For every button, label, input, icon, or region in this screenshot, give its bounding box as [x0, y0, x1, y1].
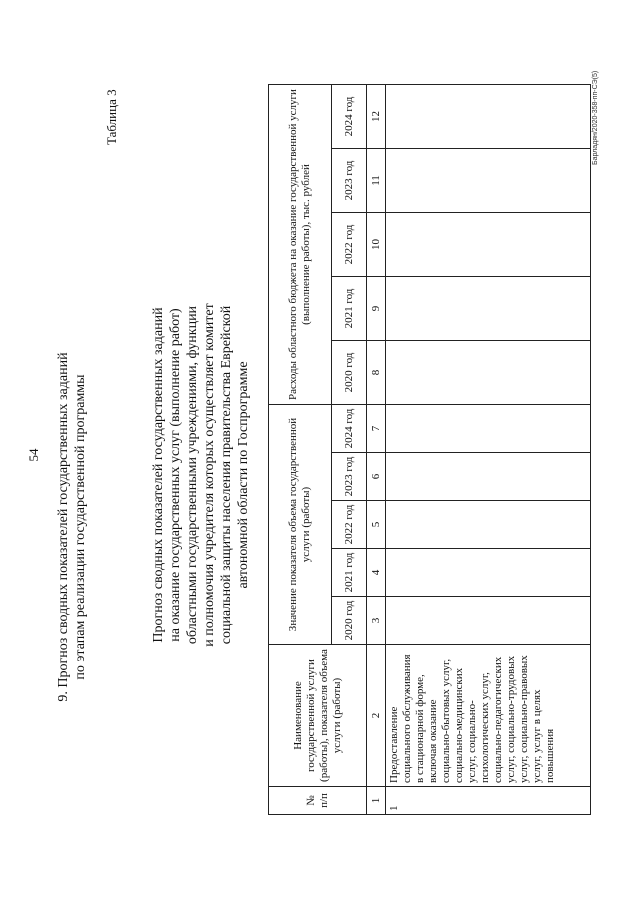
table-row: [386, 85, 591, 815]
header-volume: Значение показателя объема государственной услуги (работы): [269, 405, 332, 645]
expense-year: 2024 год: [332, 85, 367, 149]
main-title-line: и полномочия учредителя которых осуществляет комитет: [202, 303, 217, 647]
value-cell: [386, 149, 591, 213]
column-number: 5: [367, 501, 386, 549]
document-stamp: Барладян/2020-358-пп-СЭ(5): [592, 70, 599, 165]
expense-year: 2020 год: [332, 341, 367, 405]
table-label: Таблица 3: [104, 89, 119, 145]
value-cell: [386, 277, 591, 341]
value-cell: [386, 453, 591, 501]
expense-year: 2022 год: [332, 213, 367, 277]
expense-year: 2023 год: [332, 149, 367, 213]
volume-year: 2022 год: [332, 501, 367, 549]
value-cell: [386, 85, 591, 149]
column-number: 3: [367, 597, 386, 645]
service-name-cell: Предоставление социального обслуживания в стационарной форме, включая оказание социально-бытовых услуг, социально-медицинских услуг, социально-психологических услуг, социально-педагогических услуг, социально-трудовых услуг, социально-правовых услуг, услуг в целях повышения: [386, 645, 591, 787]
main-title-line: на оказание государственных услуг (выполнение работ): [168, 308, 183, 642]
main-title: [150, 165, 252, 785]
column-number: 12: [367, 85, 386, 149]
main-title-line: областными государственными учреждениями, функции: [185, 305, 200, 645]
column-number: 4: [367, 549, 386, 597]
header-number: № п/п: [269, 787, 367, 815]
value-cell: [386, 597, 591, 645]
column-number-row: [367, 85, 386, 815]
volume-year: 2024 год: [332, 405, 367, 453]
volume-year: 2023 год: [332, 453, 367, 501]
value-cell: [386, 549, 591, 597]
value-cell: [386, 405, 591, 453]
column-number: 8: [367, 341, 386, 405]
volume-year: 2021 год: [332, 549, 367, 597]
column-number: 1: [367, 787, 386, 815]
volume-year: 2020 год: [332, 597, 367, 645]
row-number: 1: [386, 787, 591, 815]
main-title-line: Прогноз сводных показателей государственных заданий: [151, 307, 166, 643]
section-title-line-1: 9. Прогноз сводных показателей государственных заданий: [56, 352, 71, 702]
column-number: 11: [367, 149, 386, 213]
value-cell: [386, 501, 591, 549]
main-title-line: социальной защиты населения правительства Еврейской: [219, 305, 234, 645]
column-number: 10: [367, 213, 386, 277]
header-expense: Расходы областного бюджета на оказание государственной услуги (выполнение работы), тыс. рублей: [269, 85, 332, 405]
value-cell: [386, 213, 591, 277]
section-title-line-2: по этапам реализации государственной программы: [73, 374, 88, 680]
column-number: 7: [367, 405, 386, 453]
expense-year: 2021 год: [332, 277, 367, 341]
section-title: [55, 177, 89, 877]
page-number: 54: [26, 448, 41, 462]
column-number: 9: [367, 277, 386, 341]
column-number: 6: [367, 453, 386, 501]
column-number: 2: [367, 645, 386, 787]
value-cell: [386, 341, 591, 405]
forecast-table: [268, 84, 591, 815]
header-service-name: Наименование государственной услуги (работы), показателя объема услуги (работы): [269, 645, 367, 787]
main-title-line: автономной области по Госпрограмме: [236, 361, 251, 589]
